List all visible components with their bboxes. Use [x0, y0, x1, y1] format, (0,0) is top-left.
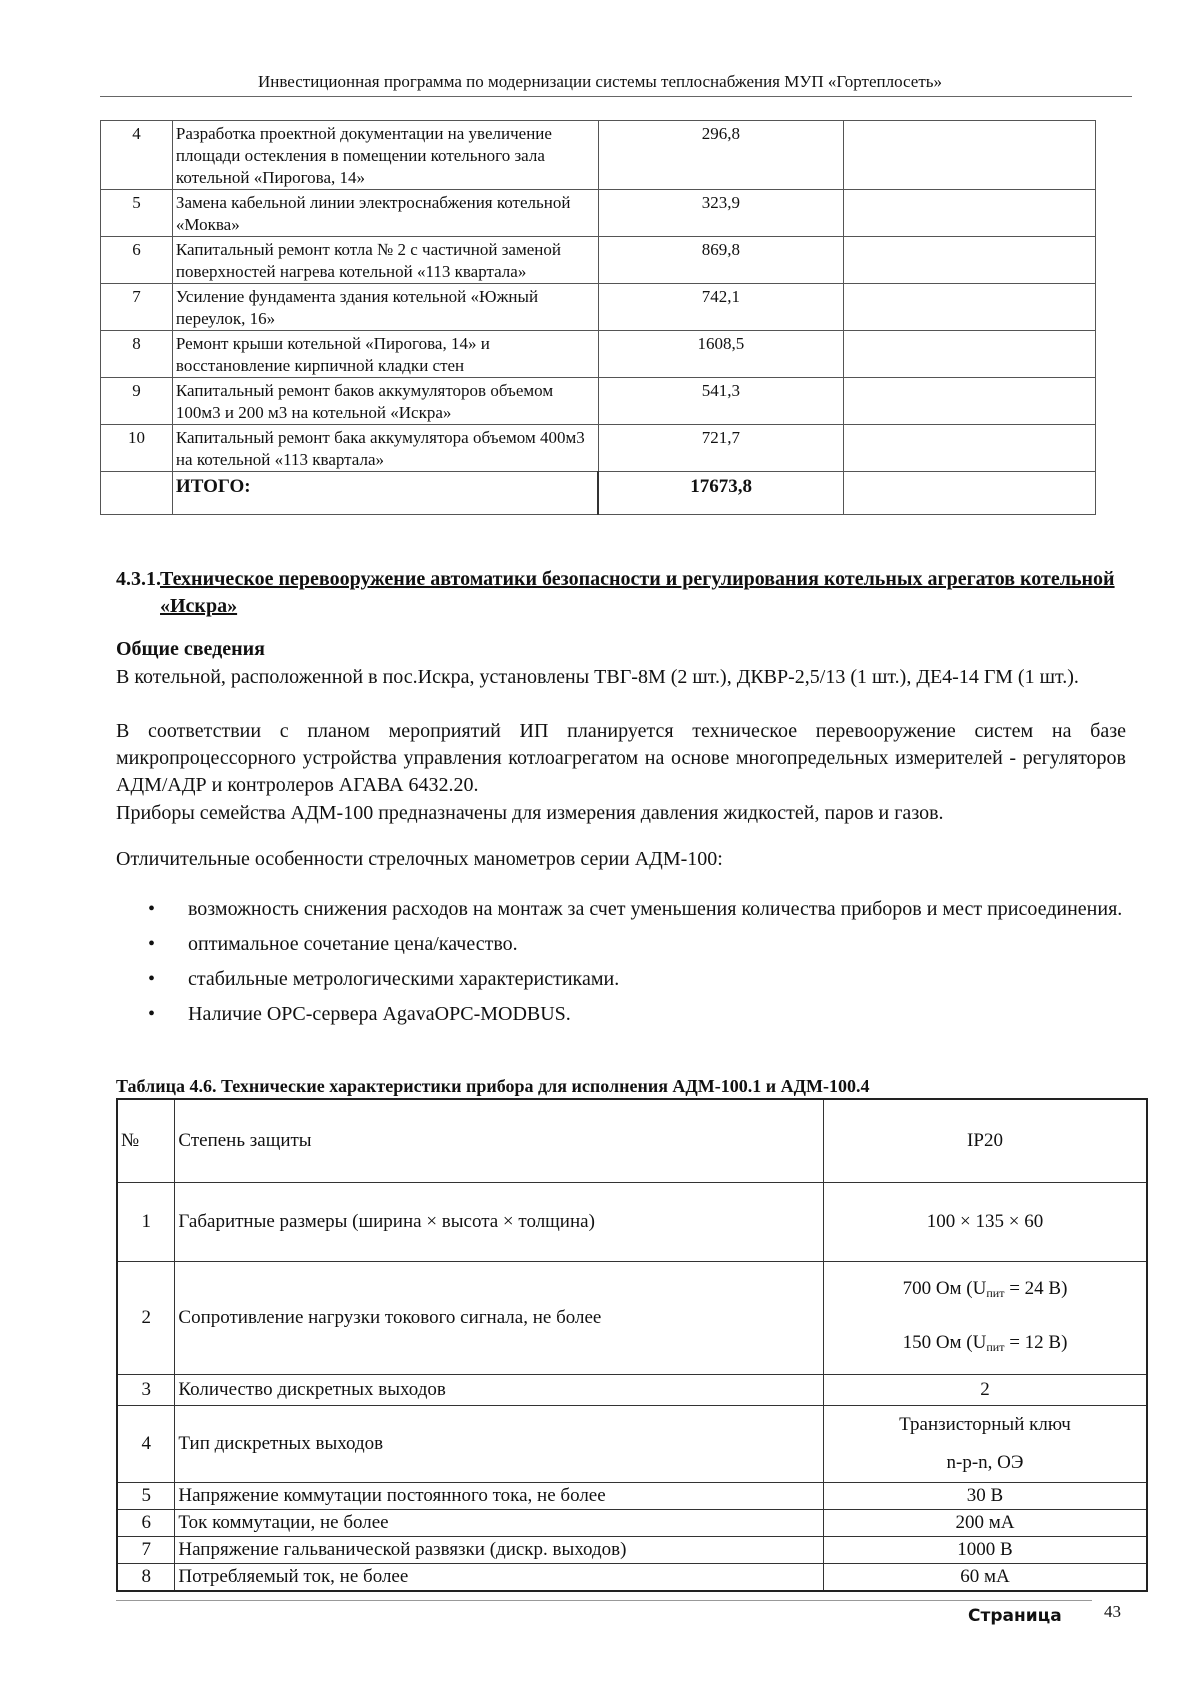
- value-line: 700 Ом ($U_{пит} = 24$ В): [902, 1278, 1068, 1300]
- table-row: [117, 1375, 1147, 1406]
- row-number: 4: [117, 1406, 175, 1483]
- total-row: [101, 472, 1096, 515]
- list-item: • Наличие OPC-сервера AgavaOPC-MODBUS.: [188, 1001, 1198, 1028]
- row-number: 1: [117, 1183, 175, 1262]
- value-line: n-p-n, ОЭ: [946, 1452, 1024, 1473]
- row-name: Потребляемый ток, не более: [175, 1564, 824, 1592]
- row-value: 2: [824, 1375, 1148, 1406]
- table-row: [117, 1483, 1147, 1510]
- table-row: [101, 237, 1096, 284]
- row-name: Капитальный ремонт бака аккумулятора объемом 400м3 на котельной «113 квартала»: [172, 425, 598, 472]
- section-number: 4.3.1.: [116, 568, 161, 590]
- row-value: 541,3: [598, 378, 844, 425]
- row-value: 721,7: [598, 425, 844, 472]
- row-empty-cell: [844, 331, 1096, 378]
- bullet-icon: •: [148, 968, 156, 990]
- table-row: [101, 190, 1096, 237]
- footer-page-label: Страница: [968, 1606, 1062, 1626]
- table-header-row: [117, 1099, 1147, 1183]
- row-value: 1000 В: [824, 1537, 1148, 1564]
- row-value: 323,9: [598, 190, 844, 237]
- row-empty-cell: [844, 121, 1096, 190]
- section-title: Техническое перевооружение автоматики безопасности и регулирования котельных агрегатов котельной «Искра»: [160, 568, 1115, 617]
- row-name: Усиление фундамента здания котельной «Южный переулок, 16»: [172, 284, 598, 331]
- value-line: 150 Ом ($U_{пит} = 12$ В): [902, 1332, 1068, 1354]
- footer-divider: [116, 1600, 1092, 1601]
- row-value: 100 × 135 × 60: [824, 1183, 1148, 1262]
- row-name: Сопротивление нагрузки токового сигнала, не более: [175, 1262, 824, 1375]
- row-name: Капитальный ремонт баков аккумуляторов объемом 100м3 и 200 м3 на котельной «Искра»: [172, 378, 598, 425]
- header-divider: [100, 96, 1132, 97]
- row-number: 8: [117, 1564, 175, 1592]
- table-row: [101, 378, 1096, 425]
- list-item: • возможность снижения расходов на монтаж за счет уменьшения количества приборов и мест присоединения.: [188, 896, 1198, 923]
- row-empty-cell: [844, 378, 1096, 425]
- row-name: Замена кабельной линии электроснабжения котельной «Моква»: [172, 190, 598, 237]
- row-number: 7: [117, 1537, 175, 1564]
- table-row: [117, 1406, 1147, 1483]
- row-value: 200 мА: [824, 1510, 1148, 1537]
- row-number: 6: [117, 1510, 175, 1537]
- row-number: 8: [101, 331, 173, 378]
- row-value: 869,8: [598, 237, 844, 284]
- row-empty-cell: [844, 425, 1096, 472]
- page-number: 43: [1104, 1602, 1121, 1621]
- row-name: Напряжение гальванической развязки (дискр. выходов): [175, 1537, 824, 1564]
- row-number: 7: [101, 284, 173, 331]
- row-number: 5: [117, 1483, 175, 1510]
- table-row: [117, 1183, 1147, 1262]
- paragraph: Отличительные особенности стрелочных манометров серии АДМ-100:: [116, 848, 723, 870]
- row-value: [824, 1406, 1148, 1483]
- table-row: [101, 121, 1096, 190]
- total-value: 17673,8: [598, 472, 844, 515]
- header-value: IP20: [824, 1099, 1148, 1183]
- row-number: 6: [101, 237, 173, 284]
- value-line: Транзисторный ключ: [899, 1414, 1071, 1435]
- row-name: Ремонт крыши котельной «Пирогова, 14» и восстановление кирпичной кладки стен: [172, 331, 598, 378]
- spec-table: [116, 1098, 1148, 1592]
- table-row: [117, 1537, 1147, 1564]
- row-number: 10: [101, 425, 173, 472]
- row-number: 3: [117, 1375, 175, 1406]
- paragraph: В соответствии с планом мероприятий ИП планируется техническое перевооружение систем на базе микропроцессорного устройства управления котлоагрегатом на основе многопредельных измерителей - регуляторов АДМ/АДР и контролеров АГАВА 6432.20.: [116, 720, 1126, 796]
- total-label: ИТОГО:: [172, 472, 598, 515]
- list-item: • оптимальное сочетание цена/качество.: [188, 931, 1198, 958]
- row-name: Количество дискретных выходов: [175, 1375, 824, 1406]
- table-row: [117, 1564, 1147, 1592]
- header-number: №: [117, 1099, 175, 1183]
- paragraph: В котельной, расположенной в пос.Искра, установлены ТВГ-8М (2 шт.), ДКВР-2,5/13 (1 шт.), ДЕ4-14 ГМ (1 шт.).: [116, 666, 1079, 688]
- row-value: 742,1: [598, 284, 844, 331]
- table-row: [117, 1262, 1147, 1375]
- table-row: [101, 425, 1096, 472]
- row-empty-cell: [844, 237, 1096, 284]
- row-value: 60 мА: [824, 1564, 1148, 1592]
- row-name: Ток коммутации, не более: [175, 1510, 824, 1537]
- bullet-icon: •: [148, 933, 156, 955]
- row-name: Габаритные размеры (ширина × высота × толщина): [175, 1183, 824, 1262]
- table-row: [101, 284, 1096, 331]
- section-heading: [116, 566, 1116, 620]
- table-row: [117, 1510, 1147, 1537]
- row-number: 2: [117, 1262, 175, 1375]
- row-empty-cell: [844, 284, 1096, 331]
- row-value: 30 В: [824, 1483, 1148, 1510]
- header-name: Степень защиты: [175, 1099, 824, 1183]
- row-number: [101, 472, 173, 515]
- subheading: Общие сведения: [116, 638, 265, 660]
- row-value: [824, 1262, 1148, 1375]
- bullet-icon: •: [148, 1003, 156, 1025]
- bullet-icon: •: [148, 898, 156, 920]
- row-name: Разработка проектной документации на увеличение площади остекления в помещении котельного зала котельной «Пирогова, 14»: [172, 121, 598, 190]
- row-number: 9: [101, 378, 173, 425]
- table-row: [101, 331, 1096, 378]
- row-empty-cell: [844, 190, 1096, 237]
- row-name: Капитальный ремонт котла № 2 с частичной заменой поверхностей нагрева котельной «113 квартала»: [172, 237, 598, 284]
- running-header: Инвестиционная программа по модернизации системы теплоснабжения МУП «Гортеплосеть»: [257, 72, 943, 91]
- cost-table: [100, 120, 1096, 515]
- row-name: Тип дискретных выходов: [175, 1406, 824, 1483]
- row-number: 5: [101, 190, 173, 237]
- row-number: 4: [101, 121, 173, 190]
- row-value: 296,8: [598, 121, 844, 190]
- table-caption: Таблица 4.6. Технические характеристики прибора для исполнения АДМ-100.1 и АДМ-100.4: [116, 1076, 870, 1096]
- list-item: • стабильные метрологическими характеристиками.: [188, 966, 1198, 993]
- row-empty-cell: [844, 472, 1096, 515]
- row-value: 1608,5: [598, 331, 844, 378]
- features-list: [116, 896, 1198, 1036]
- paragraph: Приборы семейства АДМ-100 предназначены для измерения давления жидкостей, паров и газов.: [116, 802, 944, 824]
- row-name: Напряжение коммутации постоянного тока, не более: [175, 1483, 824, 1510]
